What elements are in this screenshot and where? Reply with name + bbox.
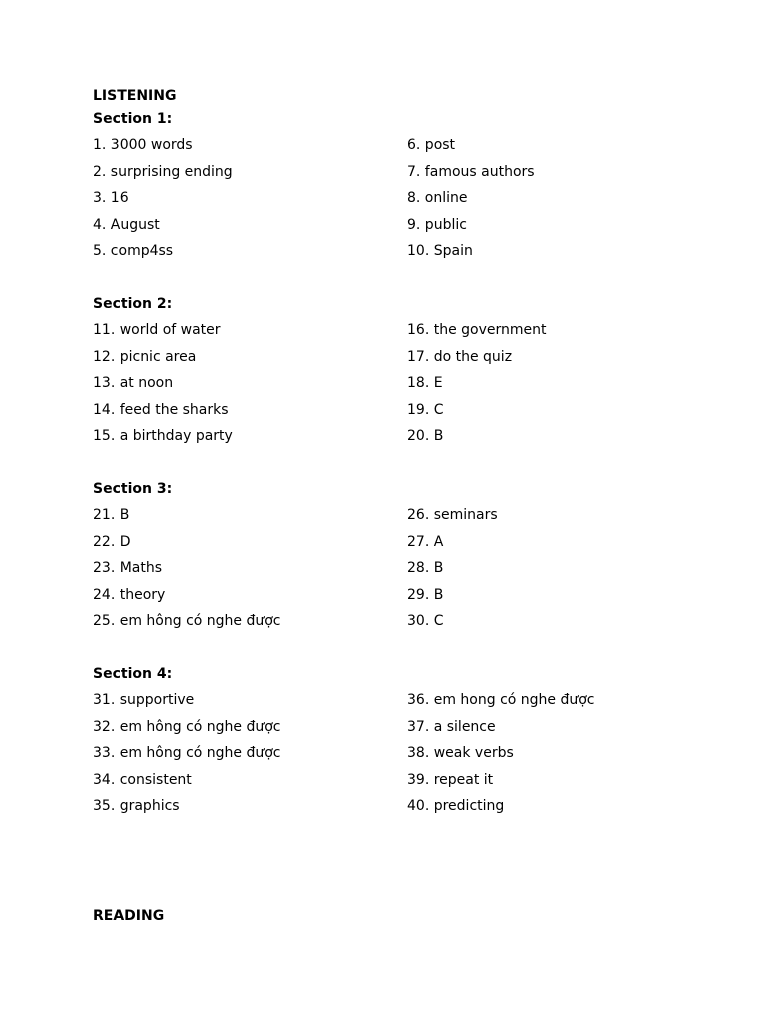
answer-row — [93, 608, 713, 635]
reading-heading: READING — [93, 908, 165, 924]
section-title: Section 3: — [93, 480, 173, 497]
answer-7: 7. famous authors — [407, 163, 535, 180]
answer-11: 11. world of water — [93, 321, 221, 338]
answer-29: 29. B — [407, 586, 444, 603]
answer-3: 3. 16 — [93, 190, 129, 207]
answer-40: 40. predicting — [407, 798, 505, 815]
answer-37: 37. a silence — [407, 718, 496, 735]
answer-5: 5. comp4ss — [93, 243, 174, 260]
answer-row — [93, 238, 713, 265]
answer-27: 27. A — [407, 533, 444, 550]
answer-row — [93, 529, 713, 556]
answer-21: 21. B — [93, 506, 130, 523]
listening-heading: LISTENING — [93, 88, 177, 104]
answer-35: 35. graphics — [93, 798, 180, 815]
answer-row — [93, 344, 713, 371]
section-4 — [93, 661, 713, 820]
answer-row — [93, 423, 713, 450]
answer-32: 32. em hông có nghe được — [93, 718, 281, 735]
answer-28: 28. B — [407, 560, 444, 577]
answer-16: 16. the government — [407, 321, 547, 338]
answer-31: 31. supportive — [93, 691, 195, 708]
answer-13: 13. at noon — [93, 375, 174, 392]
document-page — [93, 86, 713, 846]
answer-6: 6. post — [407, 137, 456, 153]
section-title: Section 4: — [93, 665, 173, 682]
answer-row — [93, 212, 713, 239]
answer-row — [93, 740, 713, 767]
answer-19: 19. C — [407, 401, 444, 418]
answer-25: 25. em hông có nghe được — [93, 613, 281, 630]
answer-36: 36. em hong có nghe được — [407, 691, 595, 708]
answer-15: 15. a birthday party — [93, 428, 233, 445]
answer-9: 9. public — [407, 216, 467, 233]
answer-row — [93, 793, 713, 820]
answer-row — [93, 687, 713, 714]
answer-row — [93, 370, 713, 397]
answer-24: 24. theory — [93, 586, 166, 603]
answer-38: 38. weak verbs — [407, 745, 514, 762]
answer-23: 23. Maths — [93, 560, 163, 577]
answer-row — [93, 159, 713, 186]
answer-row — [93, 555, 713, 582]
answer-8: 8. online — [407, 190, 468, 207]
section-1 — [93, 106, 713, 265]
answer-14: 14. feed the sharks — [93, 401, 229, 418]
answer-row — [93, 714, 713, 741]
section-2 — [93, 291, 713, 450]
answer-row — [93, 767, 713, 794]
answer-row — [93, 132, 713, 159]
answer-2: 2. surprising ending — [93, 163, 233, 180]
answer-34: 34. consistent — [93, 771, 192, 788]
answer-4: 4. August — [93, 216, 160, 233]
answer-10: 10. Spain — [407, 243, 473, 260]
answer-17: 17. do the quiz — [407, 348, 513, 365]
section-title: Section 2: — [93, 295, 173, 312]
answer-30: 30. C — [407, 613, 444, 630]
answer-1: 1. 3000 words — [93, 137, 193, 153]
section-3 — [93, 476, 713, 635]
answer-row — [93, 397, 713, 424]
answer-18: 18. E — [407, 375, 443, 392]
section-title: Section 1: — [93, 111, 173, 127]
answer-row — [93, 317, 713, 344]
answer-row — [93, 185, 713, 212]
answer-20: 20. B — [407, 428, 444, 445]
answer-12: 12. picnic area — [93, 348, 197, 365]
answer-39: 39. repeat it — [407, 771, 494, 788]
answer-33: 33. em hông có nghe được — [93, 745, 281, 762]
answer-row — [93, 582, 713, 609]
answer-22: 22. D — [93, 533, 131, 550]
answer-26: 26. seminars — [407, 506, 498, 523]
answer-row — [93, 502, 713, 529]
